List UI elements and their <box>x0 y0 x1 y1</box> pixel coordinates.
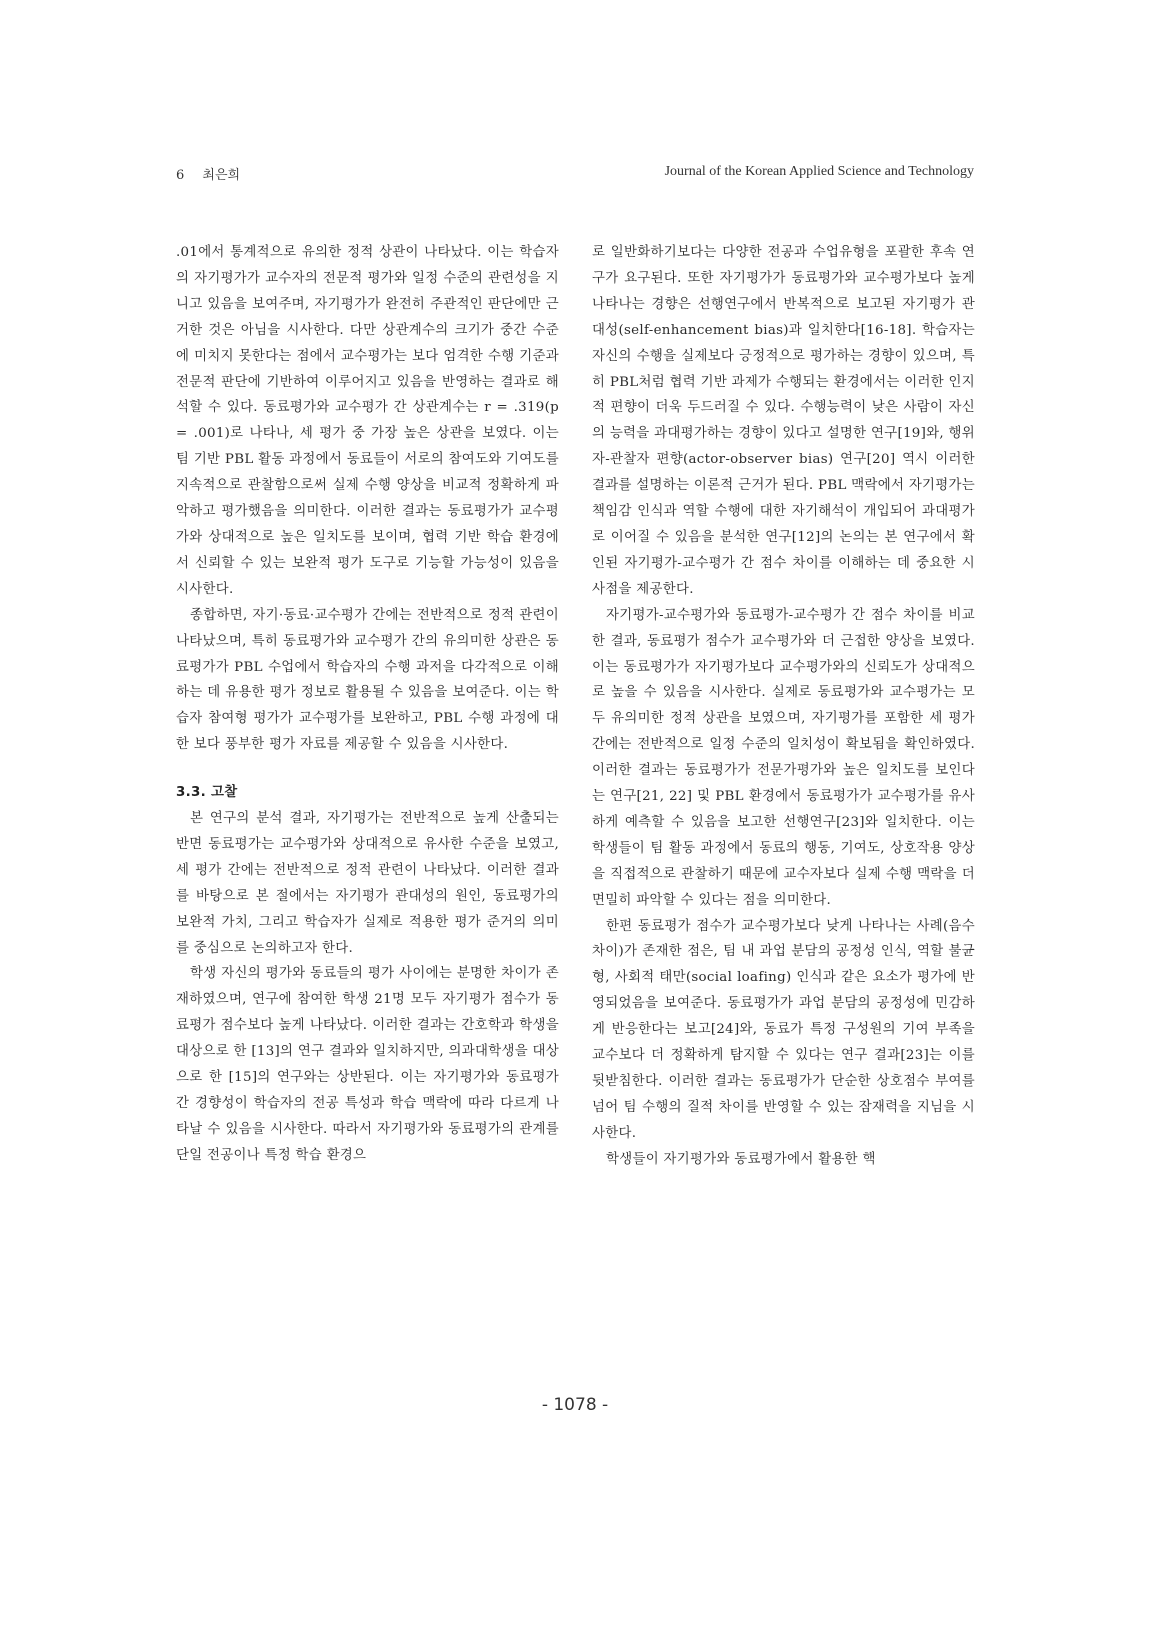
right-column <box>592 240 975 1173</box>
header-left <box>176 164 240 183</box>
paragraph: 학생 자신의 평가와 동료들의 평가 사이에는 분명한 차이가 존재하였으며, 연구에 참여한 학생 21명 모두 자기평가 점수가 동료평가 점수보다 높게 나타났다. 이러한 결과는 간호학과 학생을 대상으로 한 [13]의 연구 결과와 일치하지만, 의과대학생을 대상으로 한 [15]의 연구와는 상반된다. 이는 자기평가와 동료평가 간 경향성이 학습자의 전공 특성과 학습 맥락에 따라 다르게 나타날 수 있음을 시사한다. 따라서 자기평가와 동료평가의 관계를 단일 전공이나 특정 학습 환경으 <box>176 966 559 1163</box>
journal-title: Journal of the Korean Applied Science and Technology <box>664 164 974 179</box>
paragraph: .01에서 통계적으로 유의한 정적 상관이 나타났다. 이는 학습자의 자기평가가 교수자의 전문적 평가와 일정 수준의 관련성을 지니고 있음을 보여주며, 자기평가가 완전히 주관적인 판단에만 근거한 것은 아님을 시사한다. 다만 상관계수의 크기가 중간 수준에 미치지 못한다는 점에서 교수평가는 보다 엄격한 수행 기준과 전문적 판단에 기반하여 이루어지고 있음을 반영하는 결과로 해석할 수 있다. 동료평가와 교수평가 간 상관계수는 r = .319(p = .001)로 나타나, 세 평가 중 가장 높은 상관을 보였다. 이는 팀 기반 PBL 활동 과정에서 동료들이 서로의 참여도와 기여도를 지속적으로 관찰함으로써 실제 수행 양상을 비교적 정확하게 파악하고 평가했음을 의미한다. 이러한 결과는 동료평가가 교수평가와 상대적으로 높은 일치도를 보이며, 협력 기반 학습 환경에서 신뢰할 수 있는 보완적 평가 도구로 기능할 가능성이 있음을 시사한다. <box>176 245 559 597</box>
page-footer-number: - 1078 - <box>541 1395 609 1415</box>
paragraph: 종합하면, 자기·동료·교수평가 간에는 전반적으로 정적 관련이 나타났으며, 특히 동료평가와 교수평가 간의 유의미한 상관은 동료평가가 PBL 수업에서 학습자의 수행 과저을 다각적으로 이해하는 데 유용한 평가 정보로 활용될 수 있음을 보여준다. 이는 학습자 참여형 평가가 교수평가를 보완하고, PBL 수행 과정에 대한 보다 풍부한 평가 자료를 제공할 수 있음을 시사한다. <box>176 607 559 753</box>
paragraph: 학생들이 자기평가와 동료평가에서 활용한 핵 <box>606 1151 876 1167</box>
paragraph: 한편 동료평가 점수가 교수평가보다 낮게 나타나는 사례(음수 차이)가 존재한 점은, 팀 내 과업 분담의 공정성 인식, 역할 불균형, 사회적 태만(social loafing) 인식과 같은 요소가 평가에 반영되었음을 보여준다. 동료평가가 과업 분담의 공정성에 민감하게 반응한다는 보고[24]와, 동료가 특정 구성원의 기여 부족을 교수보다 더 정확하게 탐지할 수 있다는 연구 결과[23]는 이를 뒷받침한다. 이러한 결과는 동료평가가 단순한 상호점수 부여를 넘어 팀 수행의 질적 차이를 반영할 수 있는 잠재력을 지님을 시사한다. <box>592 918 975 1141</box>
page-number: 6 <box>176 168 185 183</box>
running-header <box>176 164 974 186</box>
section-heading: 3.3. 고찰 <box>176 785 238 801</box>
left-column <box>176 240 559 1169</box>
author-name: 최은희 <box>202 168 241 183</box>
paragraph: 로 일반화하기보다는 다양한 전공과 수업유형을 포괄한 후속 연구가 요구된다. 또한 자기평가가 동료평가와 교수평가보다 높게 나타나는 경향은 선행연구에서 반복적으로 보고된 자기평가 관대성(self-enhancement bias)과 일치한다[16-18]. 학습자는 자신의 수행을 실제보다 긍정적으로 평가하는 경향이 있으며, 특히 PBL처럼 협력 기반 과제가 수행되는 환경에서는 이러한 인지적 편향이 더욱 두드러질 수 있다. 수행능력이 낮은 사람이 자신의 능력을 과대평가하는 경향이 있다고 설명한 연구[19]와, 행위자-관찰자 편향(actor-observer bias) 연구[20] 역시 이러한 결과를 설명하는 이론적 근거가 된다. PBL 맥락에서 자기평가는 책임감 인식과 역할 수행에 대한 자기해석이 개입되어 과대평가로 이어질 수 있음을 분석한 연구[12]의 논의는 본 연구에서 확인된 자기평가-교수평가 간 점수 차이를 이해하는 데 중요한 시사점을 제공한다. <box>592 245 975 597</box>
paragraph: 본 연구의 분석 결과, 자기평가는 전반적으로 높게 산출되는 반면 동료평가는 교수평가와 상대적으로 유사한 수준을 보였고, 세 평가 간에는 전반적으로 정적 관련이 나타났다. 이러한 결과를 바탕으로 본 절에서는 자기평가 관대성의 원인, 동료평가의 보완적 가치, 그리고 학습자가 실제로 적용한 평가 준거의 의미를 중심으로 논의하고자 한다. <box>176 811 559 956</box>
paragraph: 자기평가-교수평가와 동료평가-교수평가 간 점수 차이를 비교한 결과, 동료평가 점수가 교수평가와 더 근접한 양상을 보였다. 이는 동료평가가 자기평가보다 교수평가와의 신뢰도가 상대적으로 높을 수 있음을 시사한다. 실제로 동료평가와 교수평가는 모두 유의미한 정적 상관을 보였으며, 자기평가를 포함한 세 평가 간에는 전반적으로 일정 수준의 일치성이 확보됨을 확인하였다. 이러한 결과는 동료평가가 전문가평가와 높은 일치도를 보인다는 연구[21, 22] 및 PBL 환경에서 동료평가가 교수평가를 유사하게 예측할 수 있음을 보고한 선행연구[23]와 일치한다. 이는 학생들이 팀 활동 과정에서 동료의 행동, 기여도, 상호작용 양상을 직접적으로 관찰하기 때문에 교수자보다 실제 수행 맥락을 더 면밀히 파악할 수 있다는 점을 의미한다. <box>592 607 975 908</box>
